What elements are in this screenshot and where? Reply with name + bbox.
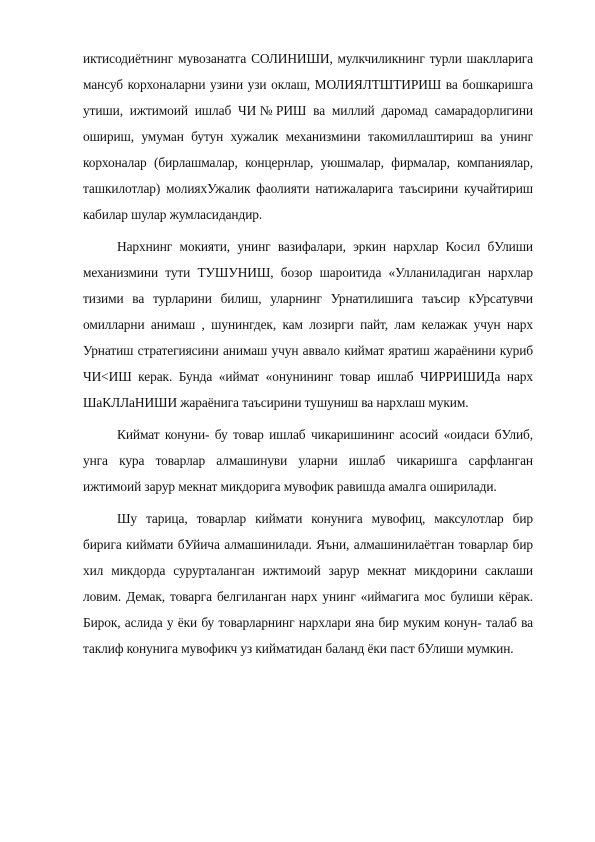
paragraph-2: Нархнинг мокияти, унинг вазифалари, эркин нархлар Косил бУлиши механизмини тути ТУШУНИШ, бозор шароитида «Улланиладиган нархлар тизими ва турларини билиш, уларнинг Урнатилишига таъсир кУрсатувчи омилларни анимаш , шунингдек, кам лозирги пайт, лам келажак учун нарх Урнатиш стратегиясини анимаш учун аввало киймат яратиш жараёнини куриб ЧИ<ИШ керак. Бунда «иймат «онунининг товар ишлаб ЧИРРИШИДа нарх ШаКЛЛаНИШИ жараёнига таъсирини тушуниш ва нархлаш муким. <box>83 239 533 410</box>
paragraph-1: иктисодиётнинг мувозанатга СОЛИНИШИ, мулкчиликнинг турли шаклларига мансуб корхоналарни узини узи оклаш, МОЛИЯЛТШТИРИШ ва бошкаришга утиши, ижтимоий ишлаб ЧИ№РИШ ва миллий даромад самарадорлигини ошириш, умуман бутун хужалик механизмини такомиллаштириш ва унинг корхоналар (бирлашмалар, концернлар, уюшмалар, фирмалар, компаниялар, ташкилотлар) молияхУжалик фаолияти натижаларига таъсирини кучайтириш кабилар шулар жумласидандир. <box>83 51 533 222</box>
document-body <box>83 46 533 662</box>
paragraph-4: Шу тарица, товарлар киймати конунига мувофиц, максулотлар бир бирига киймати бУйича алмашинилади. Яъни, алмашинилаётган товарлар бир хил микдорда сурурталанган ижтимоий зарур мекнат микдорини саклаши ловим. Демак, товарга белгиланган нарх унинг «иймагига мос булиши кёрак. Бирок, аслида у ёки бу товарларнинг нархлари яна бир муким конун- талаб ва таклиф конунига мувофикч уз кийматидан баланд ёки паст бУлиши мумкин. <box>83 511 533 656</box>
paragraph-3: Киймат конуни- бу товар ишлаб чикаришининг асосий «оидаси бУлиб, унга кура товарлар алмашинуви уларни ишлаб чикаришга сарфланган ижтимоий зарур мекнат микдорига мувофик равишда амалга оширилади. <box>83 427 533 494</box>
